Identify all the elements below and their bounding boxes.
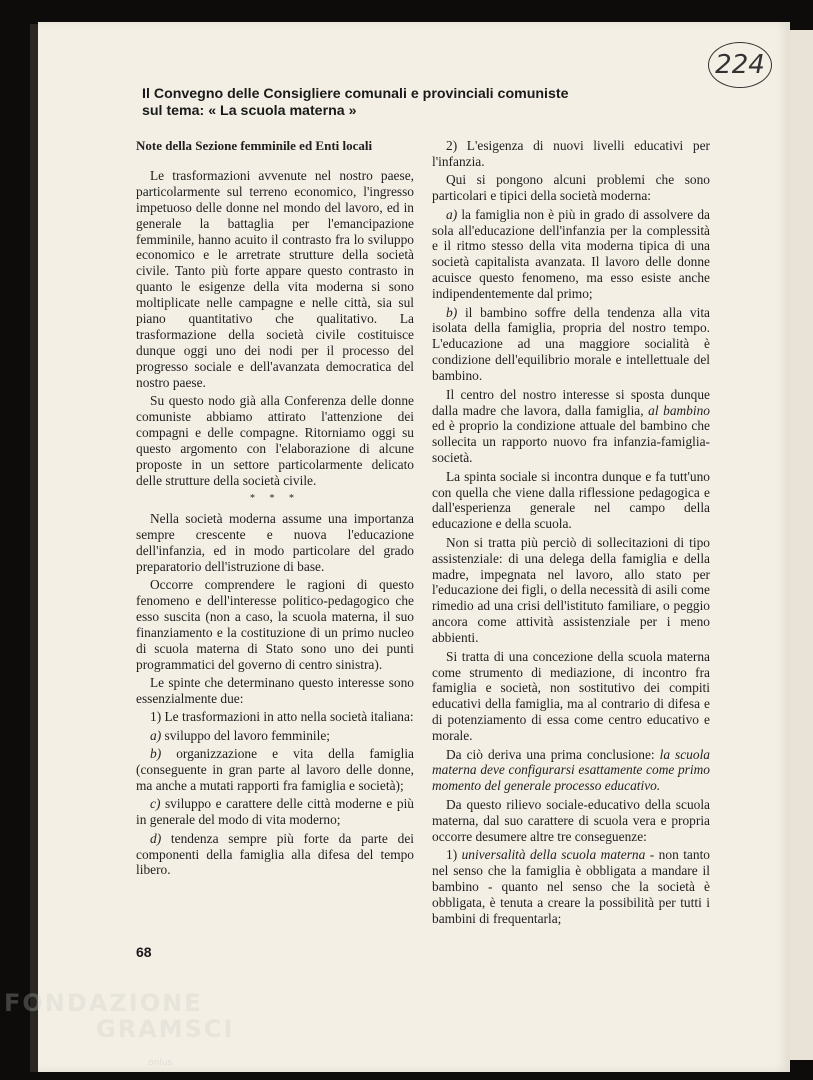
list-text-d: tendenza sempre più forte da parte dei componenti della famiglia alla difesa del tempo libero. <box>136 830 414 878</box>
right-paragraph-2: Qui si pongono alcuni problemi che sono particolari e tipici della società moderna: <box>432 172 710 204</box>
right-paragraph-6: Si tratta di una concezione della scuola materna come strumento di mediazione, di incontro fra famiglia e società, non sostitutivo dei compiti educativi della famiglia, ma al contrario di difesa e di potenziamento di essa come centro educativo e morale. <box>432 648 710 744</box>
left-paragraph-1: Le trasformazioni avvenute nel nostro paese, particolarmente sul terreno economico, l'ingresso impetuoso delle donne nel mondo del lavoro, ed in generale la battaglia per l'emancipazione femminile, hanno acuito il contrasto fra lo sviluppo economico e le arretrate strutture della società civile. Tanto più forte appare questo contrasto in quanto le esigenze della vita moderna si sono moltiplicate nelle campagne e nelle città, sia sul piano quantitativo che qualitativo. La trasformazione della società civile costituisce dunque oggi uno dei nodi per il processo del progresso sociale e dell'avanzata democratica del nostro paese. <box>136 167 414 390</box>
list-label-a: a) <box>150 727 162 743</box>
right-paragraph-1: 2) L'esigenza di nuovi livelli educativi per l'infanzia. <box>432 138 710 169</box>
right-paragraph-3 <box>432 387 710 467</box>
watermark-onlus: onlus <box>148 1058 173 1068</box>
watermark-logo <box>4 990 234 1042</box>
right-list-text-a: la famiglia non è più in grado di assolvere da sola all'educazione dell'infanzia per la complessità e il ritmo stesso della vita moderna tipica di una società capitalista avanzata. Il lavoro delle donne acuisce questo fenomeno, ma esso esiste anche indipendentemente dal primo; <box>432 206 710 302</box>
left-paragraph-3: Nella società moderna assume una importanza sempre crescente e nuova l'educazione dell'infanzia, ed in modo particolare del grado preparatorio dell'istruzione di base. <box>136 510 414 574</box>
left-paragraph-5: Le spinte che determinano questo interesse sono essenzialmente due: <box>136 675 414 706</box>
watermark-line-2: GRAMSCI <box>96 1015 235 1043</box>
list-item-b <box>136 746 414 794</box>
right-list-item-a <box>432 207 710 302</box>
list-text-b: organizzazione e vita della famiglia (conseguente in gran parte al lavoro delle donne, ma anche a mutati rapporti fra famiglia e società); <box>136 746 414 793</box>
list-text-a: sviluppo del lavoro femminile; <box>161 727 330 743</box>
list-text-c: sviluppo e carattere delle città moderne e più in generale del modo di vita moderno; <box>136 796 414 828</box>
title-line-1: Il Convegno delle Consigliere comunali e provinciali comuniste <box>142 86 569 102</box>
list-item-a <box>136 728 414 744</box>
p9-italic: universalità della scuola materna <box>461 846 646 862</box>
right-list-text-b: il bambino soffre della tendenza alla vita isolata della famiglia, propria del nostro tempo. L'educazione ad una maggiore socialità è condizione dell'equilibrio morale e intellettuale del bambino. <box>432 304 710 384</box>
title-line-2: sul tema: « La scuola materna » <box>142 103 357 119</box>
left-paragraph-2: Su questo nodo già alla Conferenza delle donne comuniste abbiamo attirato l'attenzione dei compagni e delle compagne. Ritorniamo oggi su questo argomento con l'elaborazione di alcune proposte in un settore particolarmente delicato delle strutture della società civile. <box>136 393 414 488</box>
handwritten-page-number: 224 <box>708 42 772 88</box>
p3-text-end: ed è proprio la condizione attuale del bambino che sollecita un rapporto nuovo fra infanzia-famiglia-società. <box>432 418 710 466</box>
right-paragraph-5: Non si tratta più perciò di sollecitazioni di tipo assistenziale: di una delega della famiglia e della madre, impegnata nel lavoro, allo stato per l'educazione dei figli, o della necessità di asili come rimedio ad una crisi dell'istituto familiare, o peggio ancora come attività assistenziale per i meno abbienti. <box>432 534 710 646</box>
p9-text-end: - non tanto nel senso che la famiglia è obbligata a mandare il bambino - quanto nel senso che la società è obbligata, è tenuta a creare la possibilità per tutti i bambini di frequentarla; <box>432 846 710 926</box>
next-page-edge <box>790 30 813 1060</box>
p9-text-start: 1) <box>446 846 462 862</box>
right-list-label-a: a) <box>446 206 458 222</box>
right-paragraph-7 <box>432 747 710 795</box>
right-list-label-b: b) <box>446 304 458 320</box>
right-list-item-b <box>432 305 710 385</box>
subheading: Note della Sezione femminile ed Enti locali <box>136 138 373 153</box>
p3-italic: al bambino <box>648 402 710 418</box>
left-paragraph-6: 1) Le trasformazioni in atto nella società italiana: <box>150 709 414 725</box>
section-separator: * * * <box>250 493 300 505</box>
right-column <box>432 138 710 929</box>
list-label-c: c) <box>150 796 161 812</box>
list-item-c <box>136 796 414 828</box>
p7-text-start: Da ciò deriva una prima conclusione: <box>446 746 660 762</box>
list-label-b: b) <box>150 746 162 762</box>
left-column <box>136 138 414 881</box>
page-number: 68 <box>136 944 152 960</box>
watermark-line-1: FONDAZIONE <box>4 989 203 1017</box>
list-label-d: d) <box>150 830 162 846</box>
list-item-d <box>136 831 414 879</box>
left-paragraph-4: Occorre comprendere le ragioni di questo fenomeno e dell'interesse politico-pedagogico che esso suscita (non a caso, la scuola materna, il suo finanziamento e la costituzione di un primo nucleo di scuola materna di Stato sono uno dei punti programmatici del governo di centro sinistra). <box>136 577 414 672</box>
p3-text-start: Il centro del nostro interesse si sposta dunque dalla madre che lavora, dalla famiglia, <box>432 386 710 418</box>
right-paragraph-9 <box>432 847 710 927</box>
article-title <box>142 86 662 120</box>
right-paragraph-4: La spinta sociale si incontra dunque e fa tutt'uno con quella che viene dalla riflessione pedagogica e dall'esperienza generale nel campo della educazione e della scuola. <box>432 468 710 532</box>
p7-italic-conclusion: la scuola materna deve configurarsi esattamente come primo momento del generale processo educativo. <box>432 746 710 794</box>
right-paragraph-8: Da questo rilievo sociale-educativo della scuola materna, dal suo carattere di scuola vera e propria occorre desumere altre tre conseguenze: <box>432 796 710 844</box>
